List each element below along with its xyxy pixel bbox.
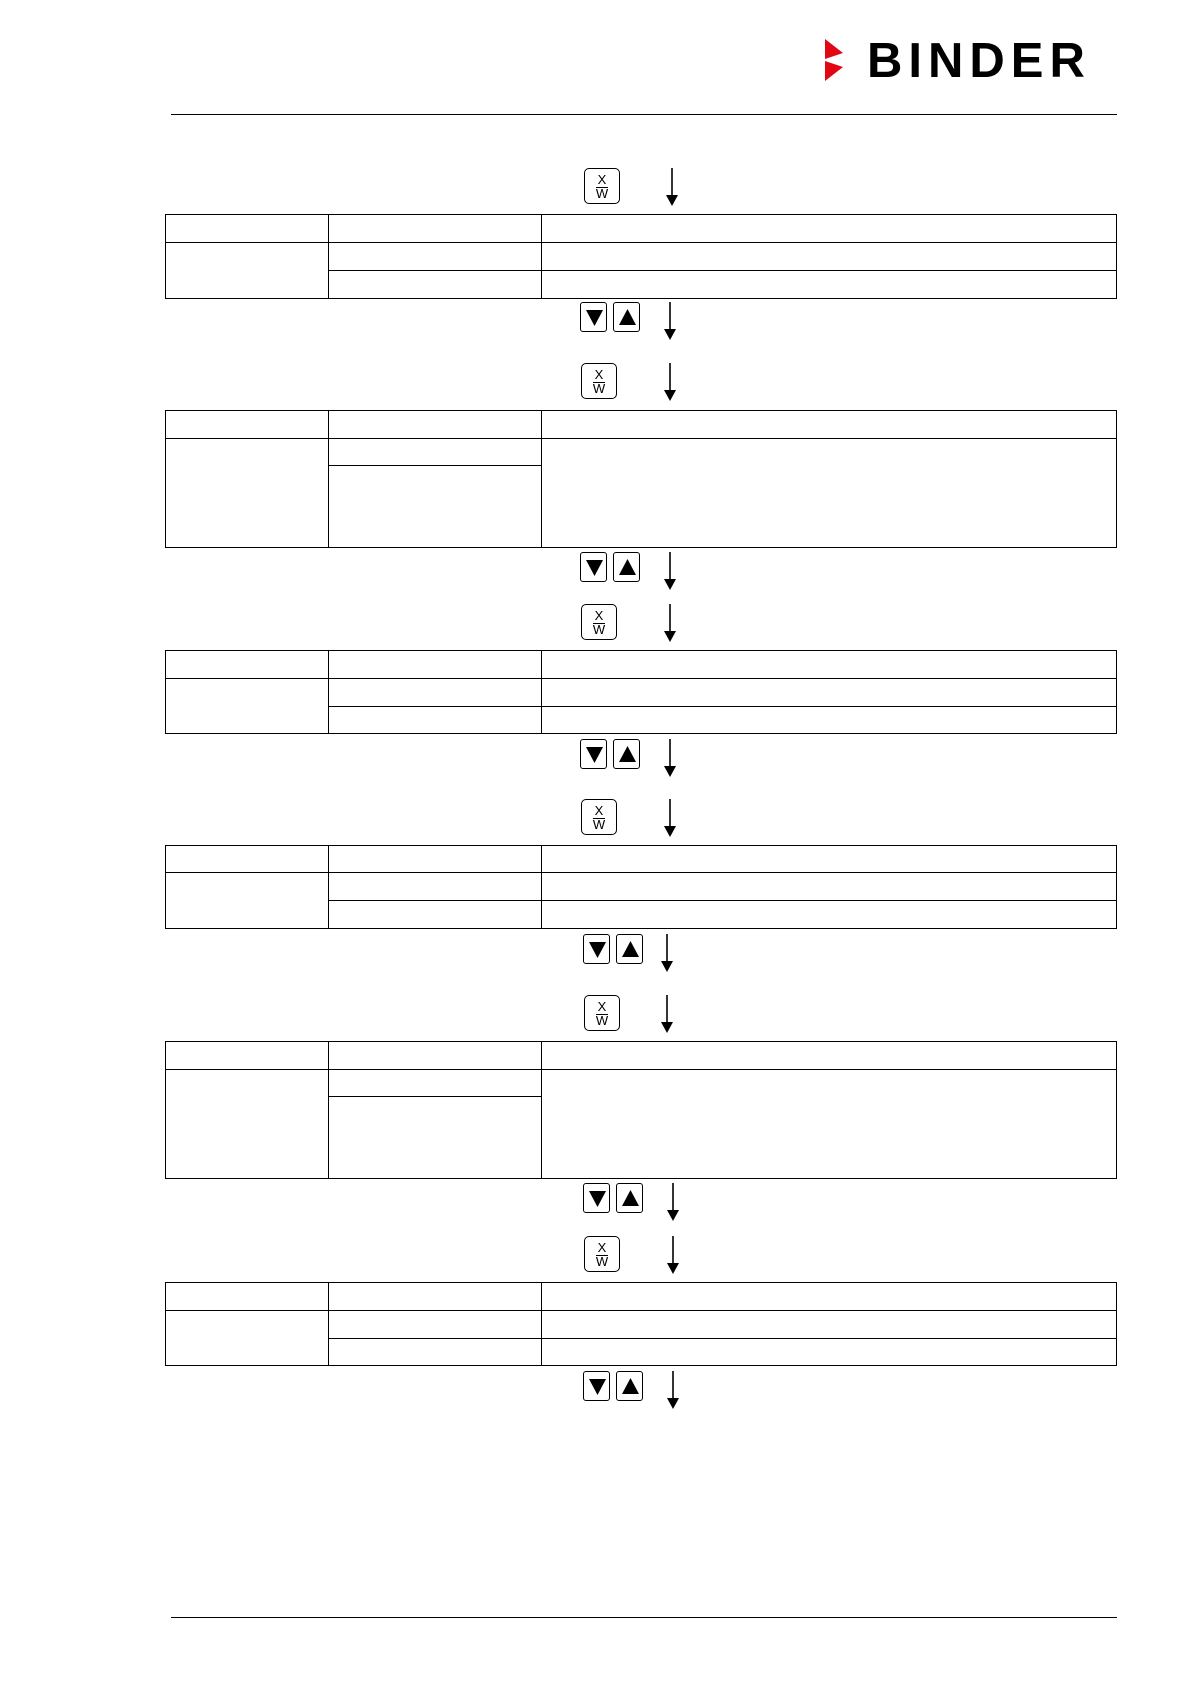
- table-cell: [166, 243, 329, 299]
- table-cell: [166, 1283, 329, 1311]
- toggle-key-icon[interactable]: [584, 168, 620, 204]
- table-cell: [542, 411, 1117, 439]
- arrow-keys-row: [0, 934, 1191, 974]
- table-cell: [166, 651, 329, 679]
- table-cell: [542, 271, 1117, 299]
- table-cell: [542, 679, 1117, 707]
- table-cell: [329, 439, 542, 466]
- down-arrow-key-icon[interactable]: [583, 1371, 610, 1401]
- header-divider: [171, 114, 1117, 115]
- down-flow-arrow-icon: [662, 552, 678, 590]
- toggle-key-w: W: [595, 1254, 609, 1269]
- footer-divider: [171, 1617, 1117, 1618]
- toggle-key-w: W: [595, 186, 609, 201]
- toggle-key-row: [0, 604, 1191, 644]
- toggle-key-icon[interactable]: [581, 363, 617, 399]
- table-cell: [166, 679, 329, 734]
- toggle-key-icon[interactable]: [581, 604, 617, 640]
- table-cell: [542, 1042, 1117, 1070]
- toggle-key-icon[interactable]: [584, 1236, 620, 1272]
- table-cell: [542, 439, 1117, 548]
- toggle-key-x: X: [597, 172, 607, 187]
- table-cell: [166, 1042, 329, 1070]
- table-cell: [329, 1339, 542, 1366]
- table-cell: [542, 846, 1117, 873]
- table-cell: [542, 707, 1117, 734]
- down-flow-arrow-icon: [665, 1183, 681, 1221]
- down-flow-arrow-icon: [662, 363, 678, 401]
- up-arrow-key-icon[interactable]: [613, 739, 640, 769]
- toggle-key-x: X: [594, 803, 604, 818]
- table-cell: [329, 901, 542, 929]
- table-cell: [166, 411, 329, 439]
- down-flow-arrow-icon: [659, 934, 675, 972]
- menu-table: [165, 214, 1117, 299]
- arrow-keys-row: [0, 1183, 1191, 1223]
- table-cell: [542, 651, 1117, 679]
- table-cell: [329, 1311, 542, 1339]
- down-arrow-key-icon[interactable]: [583, 934, 610, 964]
- table-cell: [166, 1311, 329, 1366]
- binder-logo: [825, 34, 1117, 88]
- arrow-keys-row: [0, 552, 1191, 592]
- table-cell: [542, 1311, 1117, 1339]
- toggle-key-row: [0, 168, 1191, 208]
- down-arrow-key-icon[interactable]: [580, 552, 607, 582]
- menu-table: [165, 845, 1117, 929]
- table-cell: [329, 1283, 542, 1311]
- table-cell: [329, 243, 542, 271]
- table-cell: [542, 1339, 1117, 1366]
- table-cell: [329, 679, 542, 707]
- toggle-key-row: [0, 1236, 1191, 1276]
- arrow-keys-row: [0, 302, 1191, 342]
- arrow-keys-row: [0, 1371, 1191, 1411]
- toggle-key-row: [0, 363, 1191, 403]
- table-cell: [329, 1042, 542, 1070]
- down-flow-arrow-icon: [665, 1371, 681, 1409]
- toggle-key-row: [0, 799, 1191, 839]
- table-cell: [329, 271, 542, 299]
- arrow-keys-row: [0, 739, 1191, 779]
- table-cell: [329, 466, 542, 548]
- menu-table: [165, 650, 1117, 734]
- toggle-key-x: X: [594, 367, 604, 382]
- table-cell: [166, 873, 329, 929]
- up-arrow-key-icon[interactable]: [616, 1183, 643, 1213]
- table-cell: [542, 215, 1117, 243]
- down-flow-arrow-icon: [664, 168, 680, 206]
- toggle-key-w: W: [592, 622, 606, 637]
- up-arrow-key-icon[interactable]: [616, 934, 643, 964]
- table-cell: [329, 411, 542, 439]
- table-cell: [329, 1097, 542, 1179]
- down-flow-arrow-icon: [659, 995, 675, 1033]
- down-flow-arrow-icon: [662, 604, 678, 642]
- toggle-key-w: W: [592, 817, 606, 832]
- table-cell: [542, 901, 1117, 929]
- menu-table: [165, 1041, 1117, 1179]
- table-cell: [329, 1070, 542, 1097]
- menu-table: [165, 410, 1117, 548]
- table-cell: [542, 873, 1117, 901]
- toggle-key-icon[interactable]: [581, 799, 617, 835]
- menu-table: [165, 1282, 1117, 1366]
- table-cell: [542, 1283, 1117, 1311]
- toggle-key-w: W: [592, 381, 606, 396]
- down-flow-arrow-icon: [662, 799, 678, 837]
- toggle-key-x: X: [597, 1240, 607, 1255]
- down-flow-arrow-icon: [662, 739, 678, 777]
- table-cell: [329, 651, 542, 679]
- toggle-key-x: X: [597, 999, 607, 1014]
- down-flow-arrow-icon: [665, 1236, 681, 1274]
- toggle-key-row: [0, 995, 1191, 1035]
- table-cell: [329, 215, 542, 243]
- up-arrow-key-icon[interactable]: [613, 552, 640, 582]
- table-cell: [329, 873, 542, 901]
- table-cell: [166, 439, 329, 548]
- table-cell: [329, 846, 542, 873]
- up-arrow-key-icon[interactable]: [613, 302, 640, 332]
- table-cell: [166, 215, 329, 243]
- down-arrow-key-icon[interactable]: [580, 739, 607, 769]
- down-arrow-key-icon[interactable]: [580, 302, 607, 332]
- table-cell: [542, 243, 1117, 271]
- table-cell: [166, 1070, 329, 1179]
- binder-logo-mark-icon: [825, 39, 855, 81]
- toggle-key-w: W: [595, 1013, 609, 1028]
- table-cell: [166, 846, 329, 873]
- toggle-key-icon[interactable]: [584, 995, 620, 1031]
- brand-wordmark: BINDER: [867, 34, 1091, 88]
- down-arrow-key-icon[interactable]: [583, 1183, 610, 1213]
- table-cell: [329, 707, 542, 734]
- table-cell: [542, 1070, 1117, 1179]
- up-arrow-key-icon[interactable]: [616, 1371, 643, 1401]
- down-flow-arrow-icon: [662, 302, 678, 340]
- toggle-key-x: X: [594, 608, 604, 623]
